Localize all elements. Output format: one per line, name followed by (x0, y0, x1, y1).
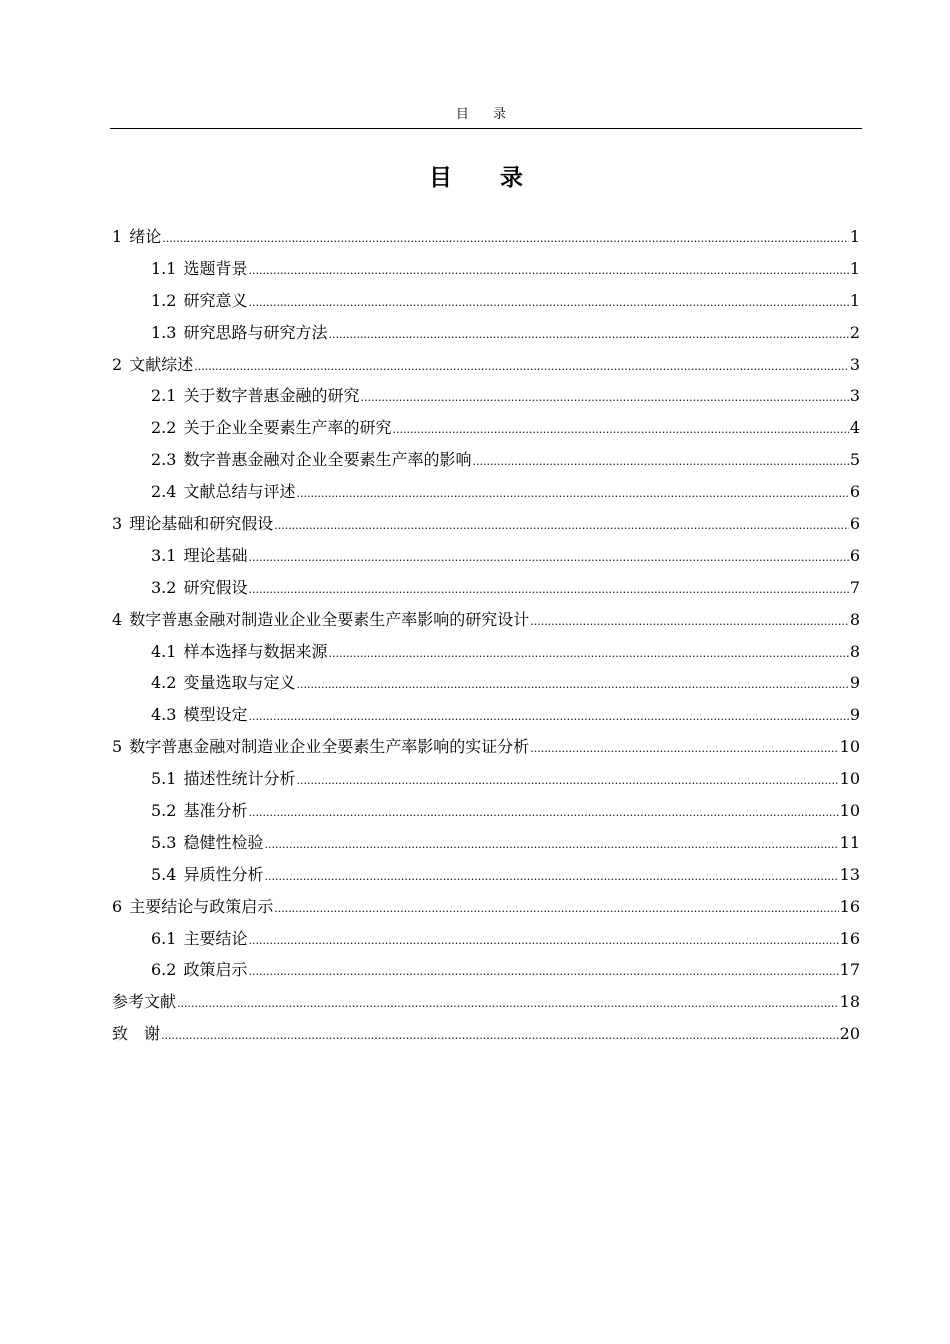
toc-dot-leader (248, 956, 838, 988)
toc-entry-number: 2.1 (151, 386, 177, 406)
toc-entry-title: 异质性分析 (183, 864, 264, 884)
toc-dot-leader (530, 606, 849, 638)
toc-dot-leader (248, 255, 848, 287)
toc-page-number: 13 (839, 864, 860, 884)
toc-subsection-entry[interactable] (112, 380, 860, 412)
toc-page-number: 3 (849, 354, 860, 374)
toc-entry-number: 3.2 (151, 577, 177, 597)
toc-subsection-entry[interactable] (112, 540, 860, 572)
toc-entry-number: 5.1 (151, 769, 177, 789)
toc-entry-number: 4.3 (151, 705, 177, 725)
toc-dot-leader (264, 861, 838, 893)
toc-entry-number: 1.3 (151, 322, 177, 342)
toc-dot-leader (248, 574, 848, 606)
toc-dot-leader (248, 701, 848, 733)
toc-page-number: 9 (849, 705, 860, 725)
toc-entry-number: 5.3 (151, 832, 177, 852)
toc-dot-leader (530, 733, 838, 765)
toc-subsection-entry[interactable] (112, 444, 860, 476)
toc-subsection-entry[interactable] (112, 954, 860, 986)
page-title: 目 录 (428, 165, 543, 191)
toc-entry-number: 5.4 (151, 864, 177, 884)
toc-entry-title: 基准分析 (183, 801, 248, 821)
toc-page-number: 18 (839, 992, 860, 1012)
toc-entry-title: 主要结论与政策启示 (129, 896, 274, 916)
toc-page-number: 16 (839, 928, 860, 948)
toc-subsection-entry[interactable] (112, 412, 860, 444)
toc-dot-leader (248, 287, 848, 319)
toc-subsection-entry[interactable] (112, 795, 860, 827)
toc-dot-leader (248, 797, 838, 829)
toc-entry-title: 研究思路与研究方法 (183, 322, 328, 342)
toc-page-number: 1 (849, 258, 860, 278)
toc-dot-leader (360, 382, 848, 414)
toc-page-number: 1 (849, 290, 860, 310)
toc-subsection-entry[interactable] (112, 827, 860, 859)
toc-entry-number: 3.1 (151, 545, 177, 565)
toc-subsection-entry[interactable] (112, 285, 860, 317)
toc-page-number: 6 (849, 482, 860, 502)
toc-section-entry[interactable] (112, 1018, 860, 1050)
toc-page-number: 9 (849, 673, 860, 693)
toc-entry-title: 样本选择与数据来源 (183, 641, 328, 661)
toc-subsection-entry[interactable] (112, 476, 860, 508)
toc-entry-number: 1.2 (151, 290, 177, 310)
toc-entry-title: 理论基础 (183, 545, 248, 565)
toc-subsection-entry[interactable] (112, 572, 860, 604)
toc-subsection-entry[interactable] (112, 763, 860, 795)
toc-section-entry[interactable] (112, 221, 860, 253)
toc-subsection-entry[interactable] (112, 253, 860, 285)
toc-entry-title: 参考文献 (112, 992, 177, 1012)
toc-section-entry[interactable] (112, 891, 860, 923)
toc-entry-title: 选题背景 (183, 258, 248, 278)
toc-entry-number: 6.2 (151, 960, 177, 980)
toc-page-number: 4 (849, 418, 860, 438)
toc-entry-number: 2 (112, 354, 123, 374)
toc-entry-title: 数字普惠金融对制造业企业全要素生产率影响的研究设计 (129, 609, 530, 629)
running-header: 目 录 (455, 107, 517, 122)
toc-page-number: 10 (839, 769, 860, 789)
toc-subsection-entry[interactable] (112, 859, 860, 891)
toc-page-number: 20 (839, 1024, 860, 1044)
toc-dot-leader (177, 988, 839, 1020)
toc-dot-leader (274, 893, 838, 925)
header-rule (110, 128, 862, 129)
toc-page-number: 8 (849, 609, 860, 629)
toc-dot-leader (248, 542, 848, 574)
toc-entry-title: 稳健性检验 (183, 832, 264, 852)
toc-entry-title: 绪论 (129, 227, 162, 246)
toc-page-number: 10 (839, 737, 860, 757)
toc-entry-number: 1.1 (151, 258, 177, 278)
toc-page-number: 10 (839, 801, 860, 821)
toc-page-number: 6 (849, 514, 860, 534)
toc-subsection-entry[interactable] (112, 636, 860, 668)
toc-entry-title: 致 谢 (112, 1024, 161, 1044)
toc-page-number: 2 (849, 322, 860, 342)
toc-entry-title: 模型设定 (183, 705, 248, 725)
toc-section-entry[interactable] (112, 604, 860, 636)
toc-page-number: 8 (849, 641, 860, 661)
toc-entry-number: 4.2 (151, 673, 177, 693)
toc-dot-leader (296, 478, 848, 510)
toc-dot-leader (162, 223, 849, 255)
toc-subsection-entry[interactable] (112, 699, 860, 731)
toc-entry-title: 变量选取与定义 (183, 673, 296, 693)
toc-page-number: 17 (839, 960, 860, 980)
toc-dot-leader (328, 638, 848, 670)
toc-entry-number: 4.1 (151, 641, 177, 661)
toc-subsection-entry[interactable] (112, 923, 860, 955)
toc-dot-leader (248, 925, 838, 957)
toc-subsection-entry[interactable] (112, 317, 860, 349)
toc-entry-title: 主要结论 (183, 928, 248, 948)
toc-section-entry[interactable] (112, 349, 860, 381)
toc-entry-number: 5.2 (151, 801, 177, 821)
toc-entry-title: 研究意义 (183, 290, 248, 310)
toc-section-entry[interactable] (112, 731, 860, 763)
toc-dot-leader (161, 1020, 839, 1052)
toc-entry-number: 2.4 (151, 482, 177, 502)
toc-entry-title: 研究假设 (183, 577, 248, 597)
toc-entry-number: 6.1 (151, 928, 177, 948)
toc-entry-number: 4 (112, 609, 123, 629)
toc-dot-leader (328, 319, 848, 351)
toc-section-entry[interactable] (112, 508, 860, 540)
toc-page-number: 11 (839, 832, 860, 852)
toc-entry-number: 2.3 (151, 450, 177, 470)
toc-dot-leader (392, 414, 848, 446)
toc-page-number: 3 (849, 386, 860, 406)
toc-page-number: 5 (849, 450, 860, 470)
toc-entry-title: 理论基础和研究假设 (129, 514, 274, 534)
toc-dot-leader (472, 446, 848, 478)
toc-page-number: 7 (849, 577, 860, 597)
toc-entry-number: 2.2 (151, 418, 177, 438)
toc-entry-title: 描述性统计分析 (183, 769, 296, 789)
table-of-contents (112, 221, 860, 1050)
toc-entry-title: 政策启示 (183, 960, 248, 980)
toc-page-number: 1 (849, 227, 860, 246)
toc-entry-number: 1 (112, 227, 123, 246)
toc-entry-title: 关于数字普惠金融的研究 (183, 386, 360, 406)
toc-dot-leader (194, 351, 849, 383)
toc-dot-leader (274, 510, 849, 542)
toc-page-number: 6 (849, 545, 860, 565)
toc-entry-number: 5 (112, 737, 123, 757)
toc-entry-number: 6 (112, 896, 123, 916)
toc-entry-number: 3 (112, 514, 123, 534)
toc-entry-title: 数字普惠金融对企业全要素生产率的影响 (183, 450, 472, 470)
toc-dot-leader (264, 829, 838, 861)
toc-dot-leader (296, 669, 848, 701)
toc-section-entry[interactable] (112, 986, 860, 1018)
toc-subsection-entry[interactable] (112, 667, 860, 699)
toc-page-number: 16 (839, 896, 860, 916)
toc-entry-title: 关于企业全要素生产率的研究 (183, 418, 392, 438)
toc-entry-title: 文献综述 (129, 354, 194, 374)
toc-dot-leader (296, 765, 838, 797)
toc-entry-title: 数字普惠金融对制造业企业全要素生产率影响的实证分析 (129, 737, 530, 757)
toc-entry-title: 文献总结与评述 (183, 482, 296, 502)
